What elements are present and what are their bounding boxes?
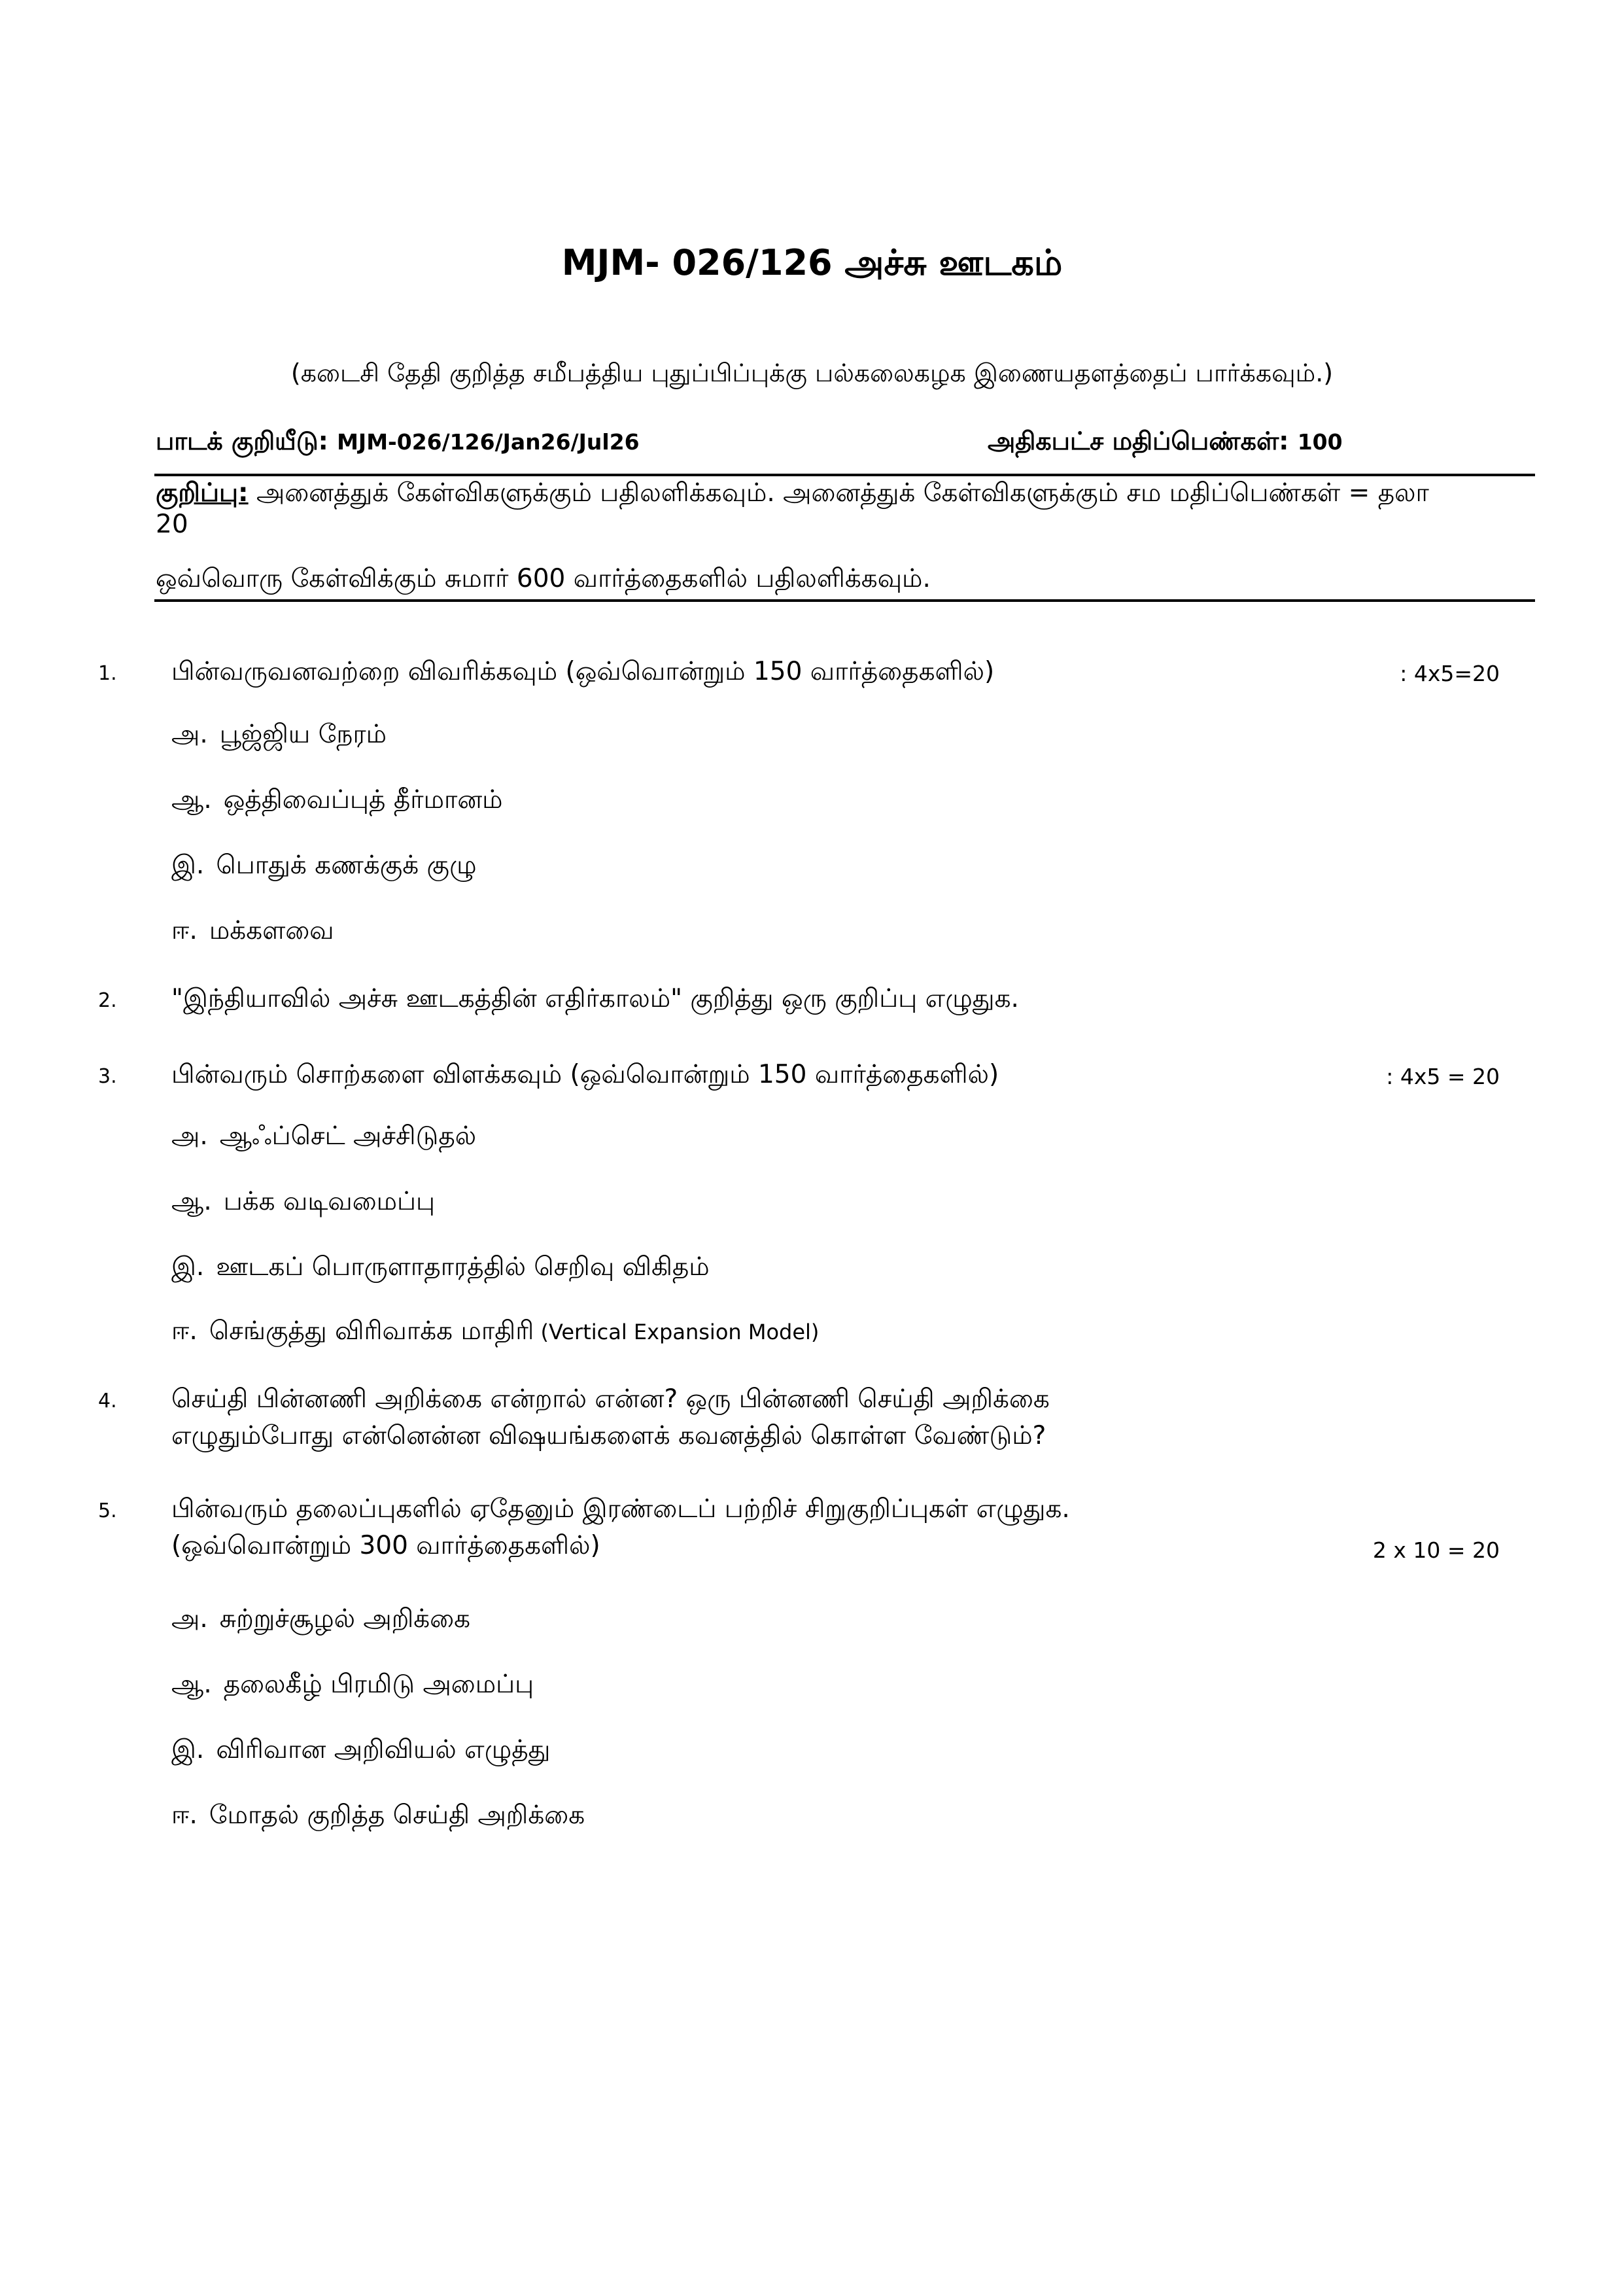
- question-text-line2: (ஒவ்வொன்றும் 300 வார்த்தைகளில்): [171, 1531, 600, 1560]
- max-marks: [988, 427, 1343, 459]
- sub-question: [171, 850, 477, 883]
- deadline-note: (கடைசி தேதி குறித்த சமீபத்திய புதுப்பிப்புக்கு பல்கலைகழக இணையதளத்தைப் பார்க்கவும்.): [290, 359, 1334, 387]
- sub-question: [171, 720, 387, 752]
- top-divider: [154, 474, 1535, 476]
- sub-question: [171, 1670, 534, 1702]
- question-marks: : 4x5 = 20: [1386, 1064, 1500, 1089]
- note-label: குறிப்பு:: [156, 478, 249, 508]
- question-number: 5.: [98, 1499, 117, 1522]
- sub-label: அ.: [171, 720, 208, 749]
- sub-label: இ.: [171, 1252, 205, 1282]
- word-limit-note: ஒவ்வொரு கேள்விக்கும் சுமார் 600 வார்த்தைகளில் பதிலளிக்கவும்.: [156, 564, 931, 593]
- question-number: 4.: [98, 1390, 117, 1412]
- sub-text: ஆஃப்செட் அச்சிடுதல்: [219, 1121, 477, 1151]
- sub-text: பக்க வடிவமைப்பு: [223, 1187, 436, 1216]
- sub-question: [171, 1121, 476, 1154]
- sub-text: தலைகீழ் பிரமிடு அமைப்பு: [223, 1670, 534, 1699]
- sub-text: சுற்றுச்சூழல் அறிக்கை: [219, 1604, 471, 1634]
- sub-question: [171, 916, 334, 949]
- sub-text: மக்களவை: [209, 916, 334, 945]
- question-text: பின்வரும் சொற்களை விளக்கவும் (ஒவ்வொன்றும் 150 வார்த்தைகளில்): [171, 1060, 999, 1089]
- sub-label: ஈ.: [171, 1800, 198, 1830]
- sub-question: [171, 1735, 551, 1768]
- sub-question: [171, 785, 503, 818]
- sub-label: அ.: [171, 1604, 208, 1634]
- instructions-note: [156, 478, 1464, 540]
- sub-label: அ.: [171, 1121, 208, 1151]
- note-text: அனைத்துக் கேள்விகளுக்கும் பதிலளிக்கவும். அனைத்துக் கேள்விகளுக்கும் சம மதிப்பெண்கள் = தலா 20: [156, 478, 1429, 539]
- page-title: MJM- 026/126 அச்சு ஊடகம்: [561, 242, 1063, 283]
- question-text: "இந்தியாவில் அச்சு ஊடகத்தின் எதிர்காலம்" குறித்து ஒரு குறிப்பு எழுதுக.: [171, 984, 1019, 1013]
- sub-text: விரிவான அறிவியல் எழுத்து: [216, 1735, 551, 1764]
- sub-question: [171, 1316, 819, 1349]
- course-code-label: பாடக் குறியீடு:: [156, 427, 328, 455]
- question-text: பின்வருவனவற்றை விவரிக்கவும் (ஒவ்வொன்றும் 150 வார்த்தைகளில்): [171, 657, 995, 686]
- sub-question: [171, 1187, 435, 1219]
- sub-label: ஆ.: [171, 785, 212, 815]
- max-marks-label: அதிகபட்ச மதிப்பெண்கள்:: [988, 427, 1289, 455]
- sub-label: இ.: [171, 850, 205, 880]
- sub-text-english: (Vertical Expansion Model): [534, 1320, 820, 1344]
- question-text-line1: செய்தி பின்னணி அறிக்கை என்றால் என்ன? ஒரு பின்னணி செய்தி அறிக்கை: [171, 1384, 1050, 1414]
- question-marks: 2 x 10 = 20: [1372, 1537, 1500, 1563]
- question-number: 1.: [98, 662, 117, 685]
- question-number: 2.: [98, 989, 117, 1012]
- question-number: 3.: [98, 1065, 117, 1088]
- question-text-line1: பின்வரும் தலைப்புகளில் ஏதேனும் இரண்டைப் பற்றிச் சிறுகுறிப்புகள் எழுதுக.: [171, 1494, 1070, 1524]
- sub-text: பூஜ்ஜிய நேரம்: [219, 720, 387, 749]
- bottom-divider: [154, 599, 1535, 602]
- sub-label: ஈ.: [171, 916, 198, 945]
- question-marks: : 4x5=20: [1400, 661, 1500, 686]
- sub-label: ஈ.: [171, 1316, 198, 1346]
- sub-label: இ.: [171, 1735, 205, 1764]
- course-code-value: MJM-026/126/Jan26/Jul26: [337, 429, 640, 455]
- sub-text: ஊடகப் பொருளாதாரத்தில் செறிவு விகிதம்: [216, 1252, 710, 1282]
- sub-label: ஆ.: [171, 1187, 212, 1216]
- sub-text: பொதுக் கணக்குக் குழு: [216, 850, 477, 880]
- sub-question: [171, 1800, 585, 1833]
- sub-question: [171, 1604, 470, 1637]
- sub-text: ஒத்திவைப்புத் தீர்மானம்: [223, 785, 503, 815]
- question-text-line2: எழுதும்போது என்னென்ன விஷயங்களைக் கவனத்தில் கொள்ள வேண்டும்?: [171, 1421, 1046, 1450]
- max-marks-value: 100: [1297, 429, 1343, 455]
- sub-text: மோதல் குறித்த செய்தி அறிக்கை: [209, 1800, 585, 1830]
- sub-question: [171, 1252, 710, 1285]
- course-code: [156, 427, 640, 459]
- sub-text: செங்குத்து விரிவாக்க மாதிரி: [209, 1316, 534, 1346]
- sub-label: ஆ.: [171, 1670, 212, 1699]
